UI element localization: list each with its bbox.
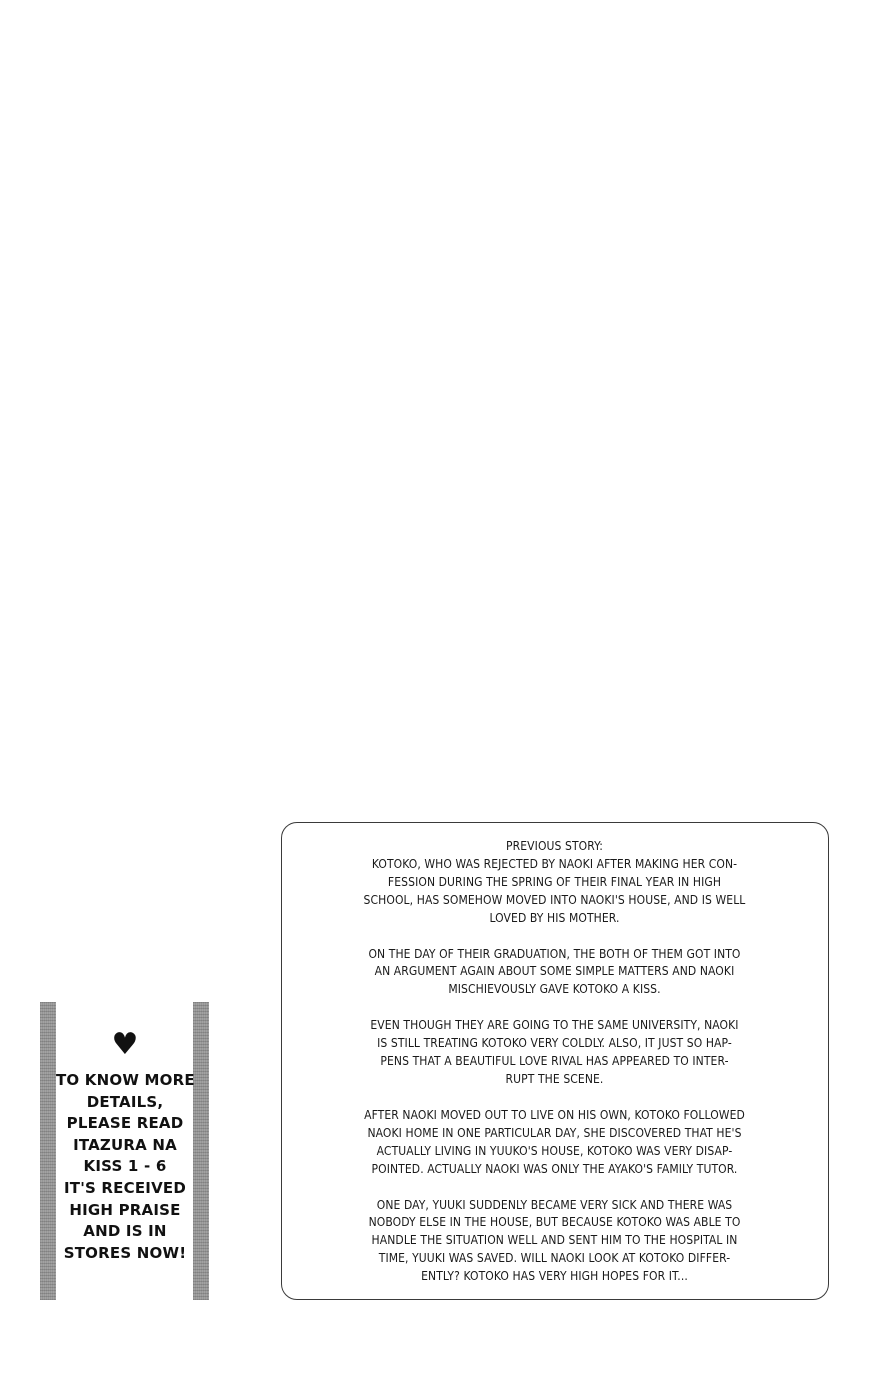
story-line: IS STILL TREATING KOTOKO VERY COLDLY. ALSO, IT JUST SO HAP- [377, 1036, 732, 1051]
story-line: AFTER NAOKI MOVED OUT TO LIVE ON HIS OWN, KOTOKO FOLLOWED [364, 1107, 745, 1122]
paragraph-gap [282, 928, 827, 946]
story-paragraph [282, 856, 827, 928]
promo-line: TO KNOW MORE [56, 1071, 195, 1089]
story-line: KOTOKO, WHO WAS REJECTED BY NAOKI AFTER MAKING HER CON- [371, 856, 738, 871]
story-line: RUPT THE SCENE. [505, 1071, 604, 1086]
story-paragraph [282, 1107, 827, 1179]
story-line: POINTED. ACTUALLY NAOKI WAS ONLY THE AYAKO'S FAMILY TUTOR. [371, 1161, 738, 1176]
heart-icon: ♥ [111, 1027, 139, 1062]
story-line: AN ARGUMENT AGAIN ABOUT SOME SIMPLE MATTERS AND NAOKI [374, 964, 735, 979]
story-line: EVEN THOUGH THEY ARE GOING TO THE SAME UNIVERSITY, NAOKI [370, 1018, 739, 1033]
story-line: LOVED BY HIS MOTHER. [489, 910, 620, 925]
promo-line: STORES NOW! [63, 1243, 187, 1262]
story-line: TIME, YUUKI WAS SAVED. WILL NAOKI LOOK AT KOTOKO DIFFER- [378, 1251, 731, 1266]
story-line: FESSION DURING THE SPRING OF THEIR FINAL YEAR IN HIGH [387, 874, 722, 889]
story-line: HANDLE THE SITUATION WELL AND SENT HIM TO THE HOSPITAL IN [371, 1233, 738, 1248]
story-paragraph [282, 1197, 827, 1287]
promo-panel [40, 1002, 210, 1300]
story-line: SCHOOL, HAS SOMEHOW MOVED INTO NAOKI'S HOUSE, AND IS WELL [363, 892, 746, 907]
previous-story-title: PREVIOUS STORY: [506, 839, 603, 853]
story-line: ACTUALLY LIVING IN YUUKO'S HOUSE, KOTOKO WAS VERY DISAP- [376, 1143, 733, 1158]
story-line: ENTLY? KOTOKO HAS VERY HIGH HOPES FOR IT... [421, 1269, 688, 1284]
promo-text [56, 1070, 194, 1264]
promo-line: ITAZURA NA [73, 1135, 177, 1154]
story-line: ON THE DAY OF THEIR GRADUATION, THE BOTH OF THEM GOT INTO [368, 946, 741, 961]
paragraph-gap [282, 999, 827, 1017]
story-paragraph [282, 946, 827, 1000]
paragraph-gap [282, 1089, 827, 1107]
promo-line: KISS 1 - 6 [83, 1157, 167, 1176]
promo-line: HIGH PRAISE [69, 1200, 181, 1219]
promo-line: DETAILS, [86, 1092, 164, 1111]
story-paragraph [282, 1017, 827, 1089]
previous-story-box [281, 822, 829, 1300]
story-line: NAOKI HOME IN ONE PARTICULAR DAY, SHE DISCOVERED THAT HE'S [367, 1125, 742, 1140]
promo-line: AND IS IN [83, 1222, 167, 1241]
story-line: NOBODY ELSE IN THE HOUSE, BUT BECAUSE KOTOKO WAS ABLE TO [368, 1215, 741, 1230]
previous-story-content [282, 838, 827, 1286]
story-line: PENS THAT A BEAUTIFUL LOVE RIVAL HAS APPEARED TO INTER- [380, 1054, 729, 1069]
paragraph-gap [282, 1179, 827, 1197]
story-line: ONE DAY, YUUKI SUDDENLY BECAME VERY SICK AND THERE WAS [376, 1197, 733, 1212]
story-line: MISCHIEVOUSLY GAVE KOTOKO A KISS. [448, 982, 661, 997]
promo-line: IT'S RECEIVED [64, 1178, 186, 1197]
promo-line: PLEASE READ [66, 1114, 184, 1133]
